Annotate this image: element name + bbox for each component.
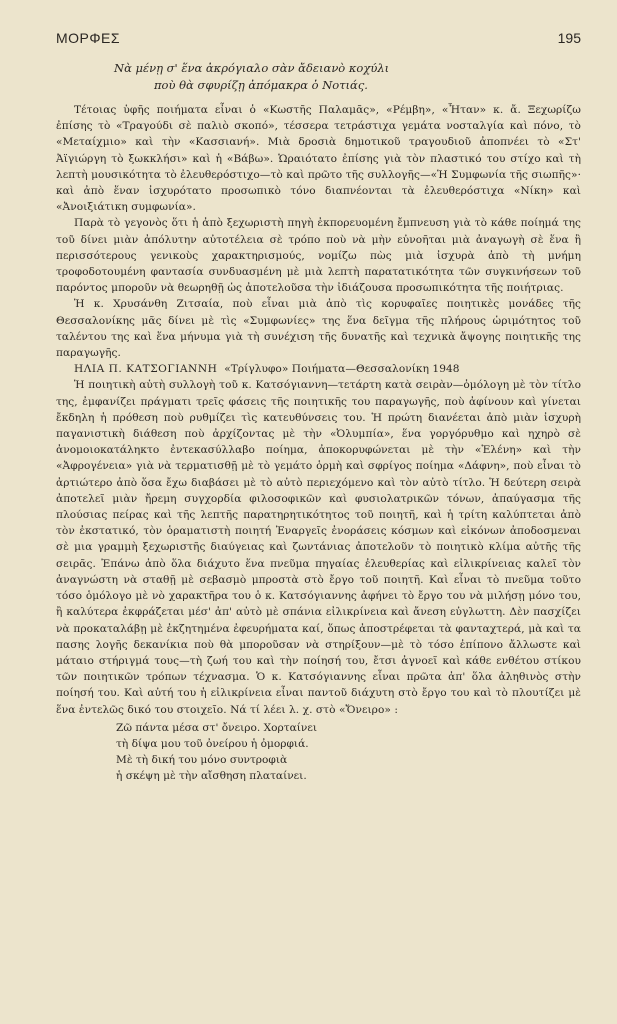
verse-line: τὴ δίψα μου τοῦ ὀνείρου ἡ ὀμορφιά. xyxy=(116,737,309,750)
paragraph: Τέτοιας ὑφῆς ποιήματα εἶναι ὁ «Κωστῆς Παλαμᾶς», «Ρέμβη», «Ἦταν» κ. ἄ. Ξεχωρίζω ἐπίσης τὸ «Τραγούδι σὲ παλιὸ σκοπό», τέσσερα τετράστιχα γεμάτα νοσταλγία καὶ πόνο, τὸ «Μεταίχμιο» καὶ τὴν «Κασσιανή». Μιὰ δροσιὰ δημοτικοῦ τραγουδιοῦ ἀποπνέει τὸ «Στ' Ἀϊγιώργη τὸ ξωκκλήσι» καὶ ἡ «Βάβω». Ὡραιότατο ἐπίσης γιὰ τὸν πλαστικό του στίχο καὶ τὴ λεπτὴ μουσικότητα τὸ ἐλευθερόστιχο—τὸ καὶ πρῶτο τῆς συλλογῆς—«Ἡ Συμφωνία τῆς σιωπῆς»· καὶ ἀπὸ ἕναν ἰσχυρότατο προσωπικὸ τόνο διαπνέονται τὰ ἐλευθερόστιχα «Νίκη» καὶ «Ἀνοιξιάτικη συμφωνία». xyxy=(56,104,581,214)
review-book-details: «Τρίγλυφο» Ποιήματα—Θεσσαλονίκη 1948 xyxy=(224,363,460,376)
verse-line: Νὰ μένῃ σ' ἕνα ἀκρόγιαλο σὰν ἄδειανὸ κοχύλι xyxy=(114,61,390,75)
verse-line: ἡ σκέψη μὲ τὴν αἴσθηση πλαταίνει. xyxy=(116,769,307,782)
review-author: ΗΛΙΑ Π. ΚΑΤΣΟΓΙΑΝΝΗ xyxy=(74,363,218,376)
page-header xyxy=(56,30,581,46)
review-heading xyxy=(56,361,581,377)
verse-line: Ζῶ πάντα μέσα στ' ὄνειρο. Χορταίνει xyxy=(116,721,318,734)
verse-line: Μὲ τὴ δική του μόνο συντροφιὰ xyxy=(116,753,288,766)
article-body xyxy=(56,102,581,718)
journal-title: ΜΟΡΦΕΣ xyxy=(56,30,121,46)
verse-line: ποὺ θὰ σφυρίζῃ ἀπόμακρα ὁ Νοτιάς. xyxy=(154,78,368,92)
paragraph: Παρὰ τὸ γεγονὸς ὅτι ἡ ἀπὸ ξεχωριστὴ πηγὴ ἐκπορευομένη ἔμπνευση γιὰ τὸ κάθε ποίημά της τοῦ δίνει μιὰν ἀπόλυτην αὐτοτέλεια σὲ τρόπο ποὺ νὰ μὴν εὐνοῆται μιὰ ἀναγωγὴ σὲ ἕνα ἢ περισσότερους γενικοὺς χαρακτηρισμούς, νομίζω πὼς μιὰ ἰσχυρὰ ἀπὸ τὴ μνήμη τροφοδοτουμένη φαντασία συνδυασμένη μὲ μιὰ λεπτὴ παρατατικότητα τῶν συγκινήσεων τοῦ παρόντος μποροῦν νὰ θεωρηθῇ ὡς ἀποτελοῦσα τὴν ἰδιάζουσα προσωπικότητα τῆς ποιήτριας. xyxy=(56,217,581,295)
paragraph: Ἡ κ. Χρυσάνθη Ζιτσαία, ποὺ εἶναι μιὰ ἀπὸ τὶς κορυφαῖες ποιητικὲς μονάδες τῆς Θεσσαλονίκης μᾶς δίνει μὲ τὶς «Συμφωνίες» της ἕνα δεῖγμα τῆς πλήρους ὡριμότητος τοῦ ταλέντου της καὶ ἕνα μήνυμα γιὰ τὴ συνέχιση τῆς δυνατῆς καὶ τεχνικὰ ἄψογης ποιητικῆς της παραγωγῆς. xyxy=(56,298,581,360)
review-paragraph: Ἡ ποιητικὴ αὐτὴ συλλογὴ τοῦ κ. Κατσόγιαννη—τετάρτη κατὰ σειρὰν—ὁμόλογη μὲ τὸν τίτλο της, ἐμφανίζει πράγματι τρεῖς φάσεις τῆς ποιητικῆς του παραγωγῆς, ποὺ ἀφίνουν καὶ γίνεται ἔκδηλη ἡ πρόθεση ποὺ ρυθμίζει τὶς κατευθύνσεις του. Ἡ πρώτη διανέεται ἀπὸ μιὰν ἰσχυρὴ παγανιστικὴ διάθεση ποὺ ἀρχίζοντας μὲ τὴν «Ὀλυμπία», ἕνα γοργόρυθμο καὶ ηχηρὸ σὲ ἀνομοιοκατάληκτο ἐντεκασύλλαβο ποίημα, ἀποκορυφώνεται μὲ τὴν «Ἑλένη» καὶ τὴν «Ἀφρογένεια» γιὰ νὰ τερματισθῇ μὲ τὸ γεμάτο ὁρμὴ καὶ σφρίγος ποίημα «Δάφνη», ποὺ εἶναι τὸ ἀρτιώτερο ἀπὸ ὅσα ἔχω διαβάσει μὲ τὸ αὐτὸ περιεχόμενο καὶ τὸν αὐτὸ τίτλο. Ἡ δεύτερη σειρὰ ἀποτελεῖ μιὰν ἤρεμη συγχορδία φιλοσοφικῶν καὶ φυσιολατρικῶν τόνων, ἀπαύγασμα τῆς πλούσιας πείρας καὶ τῆς λεπτῆς παρατηρητικότητος τοῦ ποιητῆ, καὶ ἡ τρίτη καλύπτεται ἀπὸ τὸν ἐκστατικό, τὸν ὁραματιστὴ ποιητή Ἐναργεῖς ἐνοράσεις κόσμων καὶ εἰκόνων ἀποδοσμεναι σὲ μια γραμμὴ ξεχωριστῆς διαύγειας καὶ ζωντάνιας ἀποτελοῦν τὸ ποιητικὸ κλίμα αὐτῆς τῆς σειρᾶς. Ἐπάνω ἀπὸ ὅλα διάχυτο ἕνα πνεῦμα πηγαίας ἐλευθερίας καὶ εἰλικρίνειας καλεῖ τὸν ἀναγνώστη νὰ σταθῇ μὲ σεβασμὸ μπροστὰ στὸ ἔργο τοῦ ποιητῆ. Καὶ εἶναι τὸ πνεῦμα τοῦτο τόσο ὁμόλογο μὲ νὸ χαρακτῆρα του ὁ κ. Κατσόγιαννης ἀφήνει τὸ ἔργο του νὰ μιλήσῃ μόνο του, ἢ καλύτερα ἐκφράζεται μέσ' ἀπ' αὐτὸ μὲ σπάνια εἰλικρίνεια καὶ ἄνεση εὐγλωττη. Δὲν πασχίζει νὰ προκαταλάβῃ μὲ ἐκζητημένα ἐφευρήματα καί, ὅπως ἀποστρέφεται τὰ φανταχτερά, μὰ καὶ τα πασης λογῆς δεκανίκια ποὺ θὰ μποροῦσαν νὰ στηρίξουν—μὲ τὸ τόσο ἐπίπονο ἄλλωστε καὶ μάταιο στήριγμά τους—τὴ ζωή του καὶ τὴν ποίησή του, ἔτσι ἀγνοεῖ καὶ κάθε ενθέτου στίκου τῶν ποιητικῶν τρόπων τέχνασμα. Ὁ κ. Κατσόγιαννης εἶναι πρῶτα ἀπ' ὅλα ἀληθινὸς στὴν ποίησή του. Καὶ αὐτή του ἡ εἰλικρίνεια εἶναι παντοῦ διάχυτη στὸ ἔργο του καὶ τὸ πλουτίζει μὲ ἕνα ἐντελῶς δικό του στοιχεῖο. Νά τί λέει λ. χ. στὸ «Ὄνειρο» : xyxy=(56,379,581,716)
page-number: 195 xyxy=(557,30,581,46)
opening-verse xyxy=(114,60,581,94)
closing-verse xyxy=(116,720,581,784)
